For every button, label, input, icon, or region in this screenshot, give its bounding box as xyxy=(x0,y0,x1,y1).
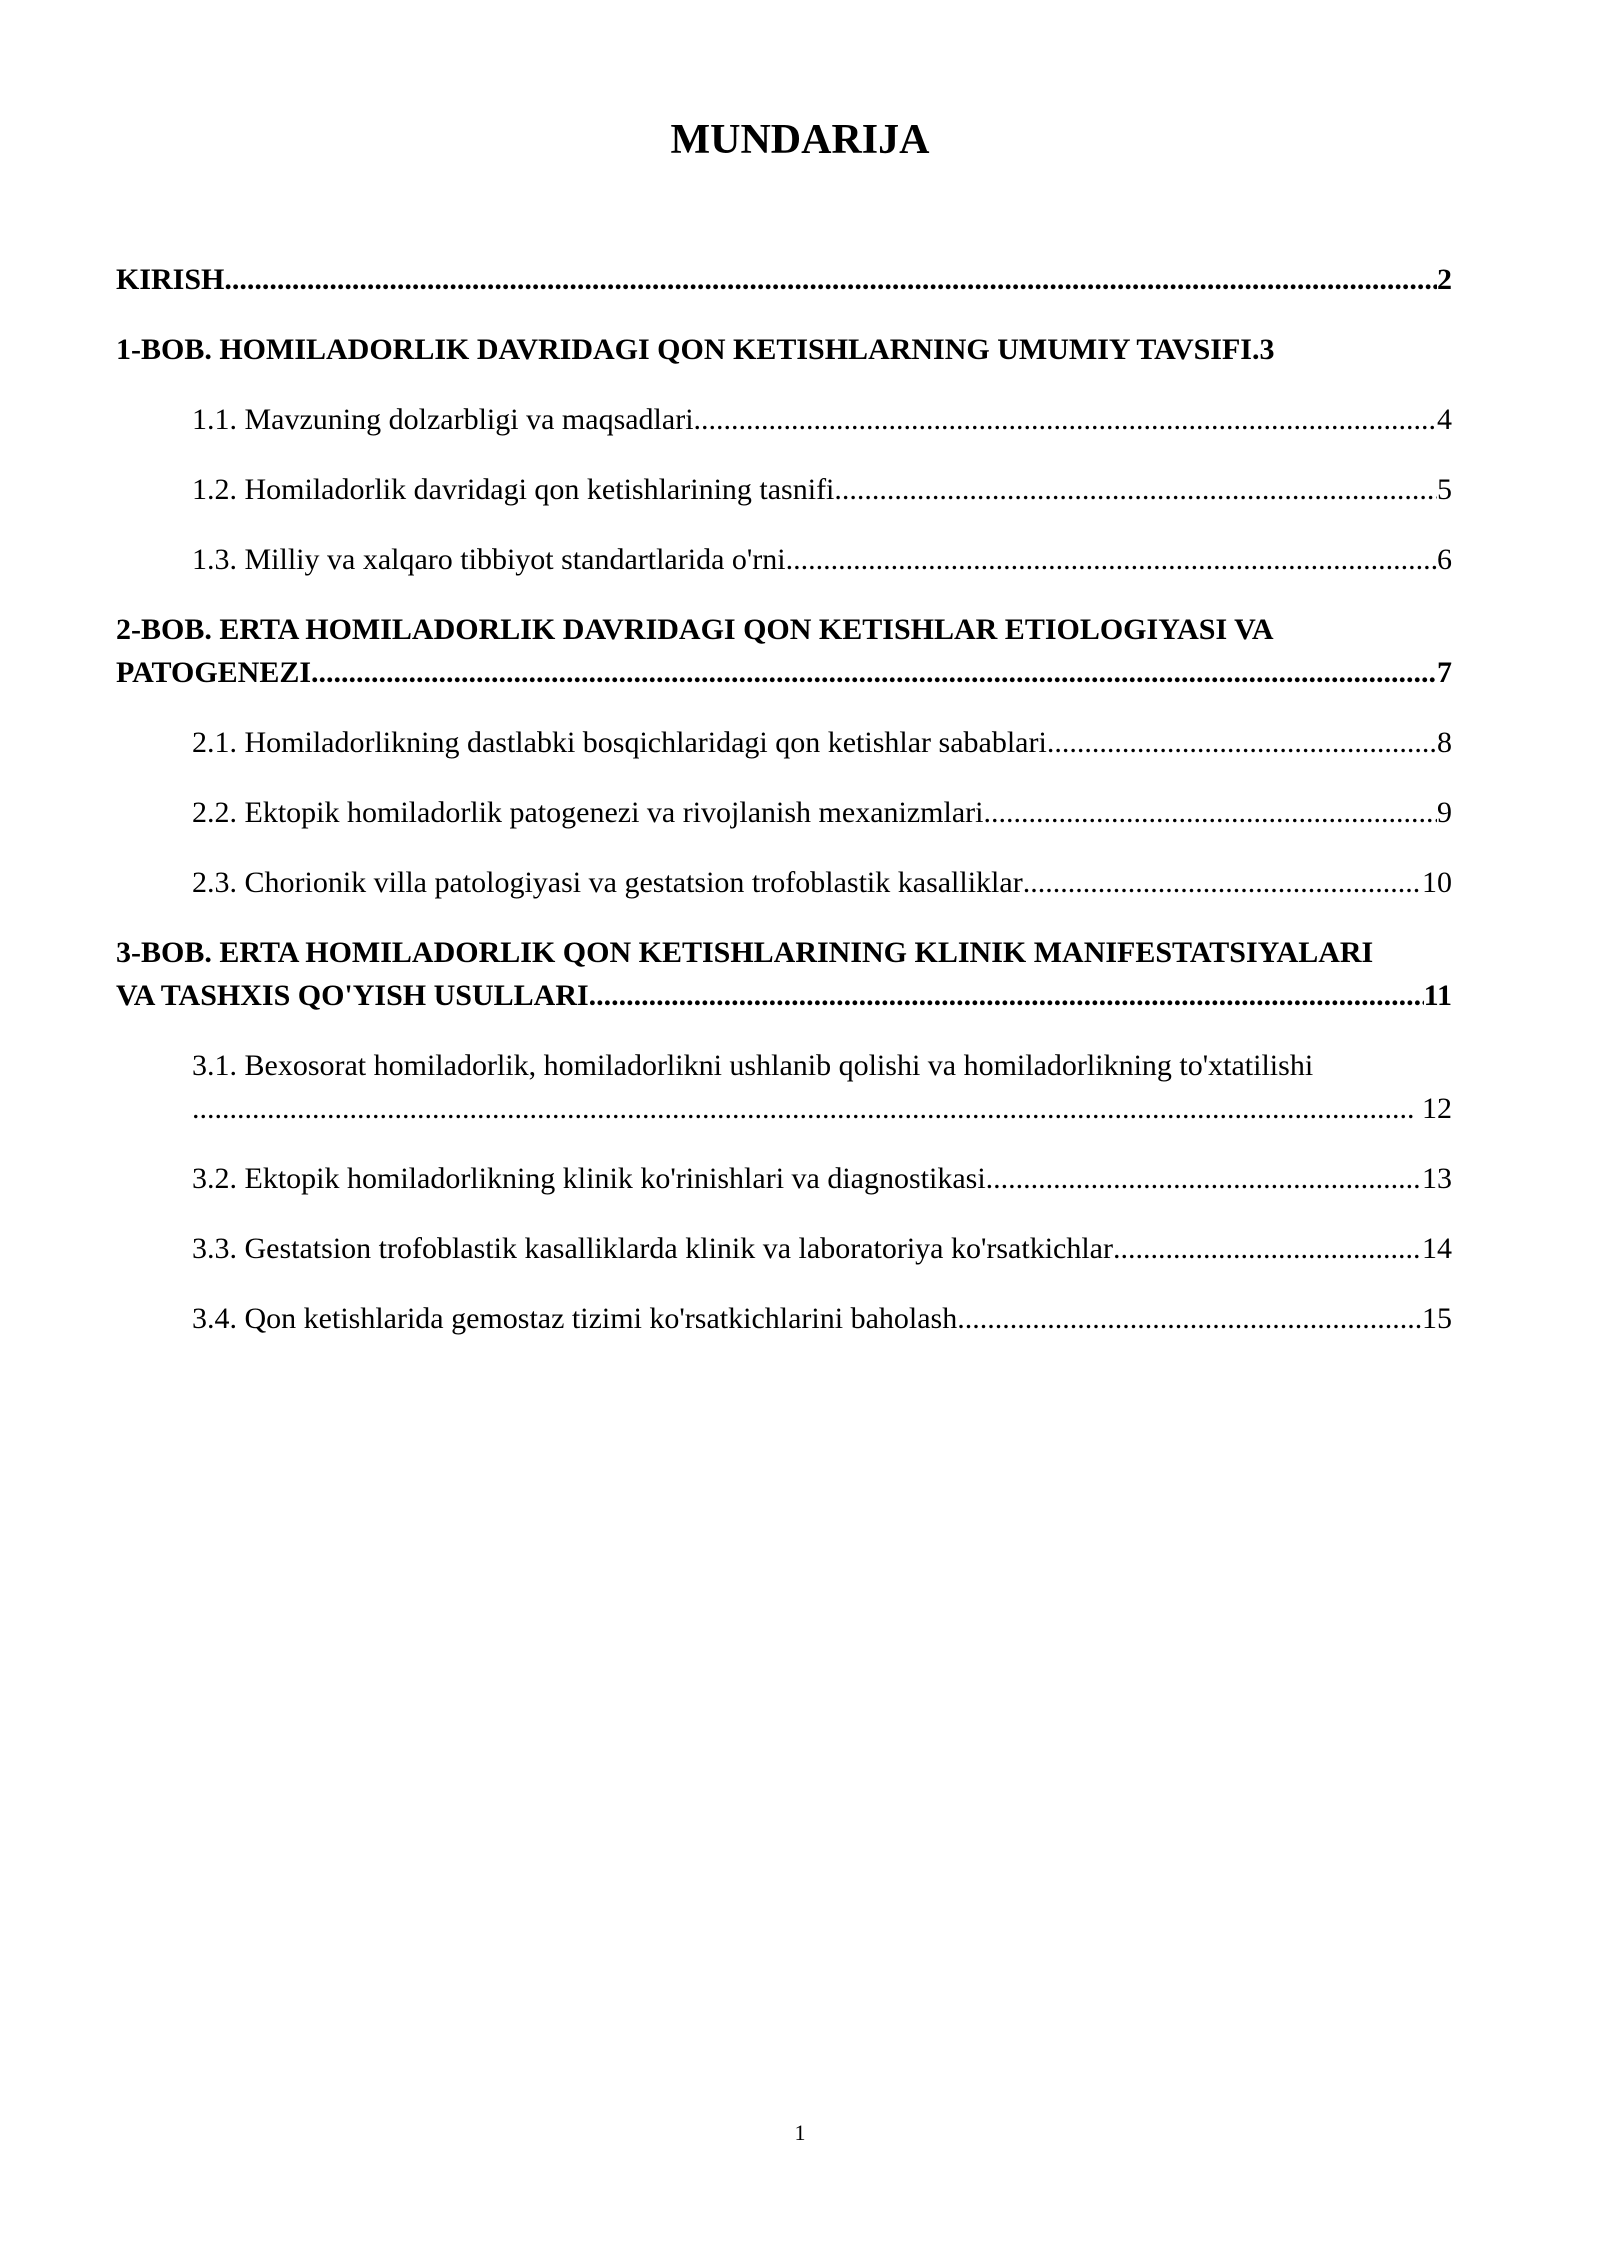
dot-leader xyxy=(192,1087,1416,1130)
toc-entry-title: KIRISH xyxy=(116,263,225,296)
toc-entry-title-line-1: 3-BOB. ERTA HOMILADORLIK QON KETISHLARINING KLINIK MANIFESTATSIYALARI xyxy=(116,936,1374,969)
toc-entry-title: 1.1. Mavzuning dolzarbligi va maqsadlari xyxy=(192,403,694,436)
dot-leader xyxy=(1023,861,1422,904)
toc-entry-title: 3.3. Gestatsion trofoblastik kasalliklarda klinik va laboratoriya ko'rsatkichlar xyxy=(192,1232,1113,1265)
toc-entry-page: 14 xyxy=(1422,1232,1452,1265)
toc-entry-page: 11 xyxy=(1423,979,1452,1012)
page-title: MUNDARIJA xyxy=(670,117,930,163)
toc-entry-title: 3.4. Qon ketishlarida gemostaz tizimi ko'rsatkichlarini baholash xyxy=(192,1302,958,1335)
toc-entry-section-1-3[interactable] xyxy=(116,538,1452,581)
dot-leader xyxy=(957,1297,1422,1340)
toc-entry-title-line-1: 3.1. Bexosorat homiladorlik, homiladorlikni ushlanib qolishi va homiladorlikning to'xtatilishi xyxy=(192,1049,1314,1082)
toc-entry-section-1-1[interactable] xyxy=(116,398,1452,441)
dot-leader xyxy=(983,791,1437,834)
toc-entry-chapter-1[interactable] xyxy=(116,328,1452,371)
dot-leader xyxy=(786,538,1437,581)
toc-entry-chapter-2[interactable] xyxy=(116,608,1452,694)
toc-entry-title-line-1: 2-BOB. ERTA HOMILADORLIK DAVRIDAGI QON KETISHLAR ETIOLOGIYASI VA xyxy=(116,613,1274,646)
dot-leader xyxy=(834,468,1437,511)
dot-leader xyxy=(986,1157,1422,1200)
toc-entry-page: 2 xyxy=(1437,263,1452,296)
toc-entry-title: 2.2. Ektopik homiladorlik patogenezi va rivojlanish mexanizmlari xyxy=(192,796,984,829)
toc-entry-kirish[interactable] xyxy=(116,258,1452,301)
toc-entry-section-2-2[interactable] xyxy=(116,791,1452,834)
toc-entry-section-3-3[interactable] xyxy=(116,1227,1452,1270)
toc-entry-page: 12 xyxy=(1422,1092,1452,1125)
toc-entry-title: 2.1. Homiladorlikning dastlabki bosqichlaridagi qon ketishlar sabablari xyxy=(192,726,1047,759)
toc-entry-title: 3.2. Ektopik homiladorlikning klinik ko'rinishlari va diagnostikasi xyxy=(192,1162,986,1195)
dot-leader xyxy=(224,258,1437,301)
toc-entry-section-1-2[interactable] xyxy=(116,468,1452,511)
dot-leader xyxy=(694,398,1437,441)
dot-leader xyxy=(1047,721,1437,764)
table-of-contents xyxy=(116,258,1452,1340)
toc-entry-chapter-3[interactable] xyxy=(116,931,1452,1017)
toc-entry-page: 15 xyxy=(1422,1302,1452,1335)
toc-entry-section-3-2[interactable] xyxy=(116,1157,1452,1200)
toc-entry-page: 3 xyxy=(1259,333,1275,366)
toc-entry-page: 8 xyxy=(1437,726,1452,759)
toc-entry-title: 1-BOB. HOMILADORLIK DAVRIDAGI QON KETISHLARNING UMUMIY TAVSIFI. xyxy=(116,333,1260,366)
toc-entry-page: 7 xyxy=(1437,656,1452,689)
toc-entry-page: 9 xyxy=(1437,796,1452,829)
toc-entry-title-line-2: PATOGENEZI xyxy=(116,656,312,689)
toc-entry-section-3-4[interactable] xyxy=(116,1297,1452,1340)
toc-entry-title: 1.3. Milliy va xalqaro tibbiyot standartlarida o'rni xyxy=(192,543,786,576)
toc-entry-page: 6 xyxy=(1437,543,1452,576)
dot-leader xyxy=(589,974,1424,1017)
toc-entry-page: 5 xyxy=(1437,473,1452,506)
toc-entry-section-2-3[interactable] xyxy=(116,861,1452,904)
dot-leader xyxy=(311,651,1437,694)
toc-entry-page: 10 xyxy=(1422,866,1452,899)
toc-entry-title: 2.3. Chorionik villa patologiyasi va gestatsion trofoblastik kasalliklar xyxy=(192,866,1023,899)
dot-leader xyxy=(1113,1227,1422,1270)
toc-entry-section-2-1[interactable] xyxy=(116,721,1452,764)
toc-entry-title: 1.2. Homiladorlik davridagi qon ketishlarining tasnifi xyxy=(192,473,835,506)
page-number: 1 xyxy=(794,2120,806,2145)
toc-entry-page: 13 xyxy=(1422,1162,1452,1195)
toc-entry-page: 4 xyxy=(1437,403,1452,436)
toc-entry-title-line-2: VA TASHXIS QO'YISH USULLARI xyxy=(116,979,589,1012)
toc-entry-section-3-1[interactable] xyxy=(116,1044,1452,1130)
